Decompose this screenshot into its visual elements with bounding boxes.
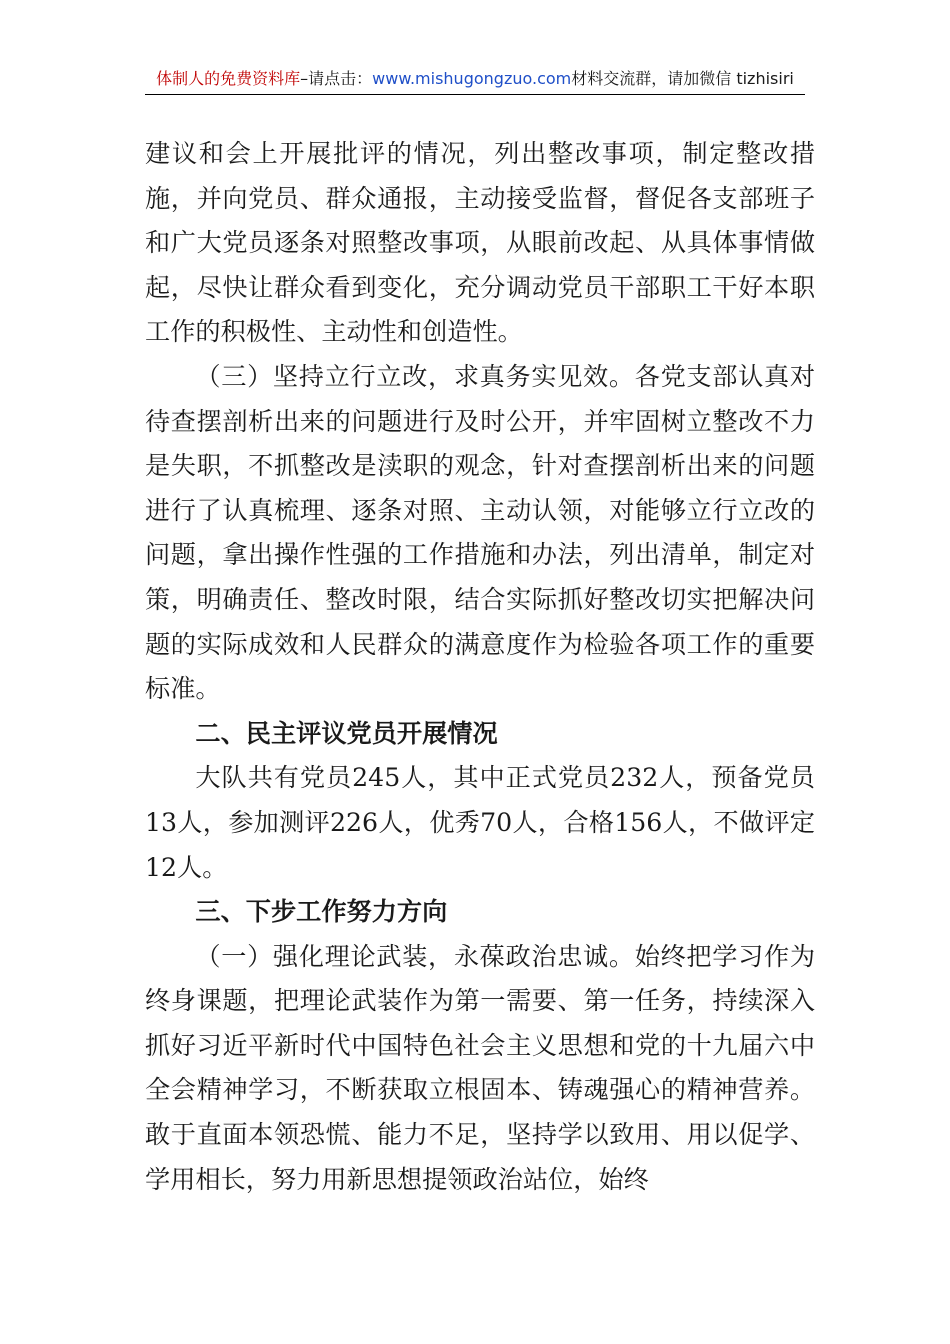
header-brand: 体制人的免费资料库 [156,69,301,88]
header-contact: 材料交流群，请加微信 tizhisiri [571,69,794,88]
paragraph-section-1-3: （三）坚持立行立改，求真务实见效。各党支部认真对待查摆剖析出来的问题进行及时公开，并牢固树立整改不力是失职，不抓整改是渎职的观念，针对查摆剖析出来的问题进行了认真梳理、逐条对照、主动认领，对能够立行立改的问题，拿出操作性强的工作措施和办法，列出清单，制定对策，明确责任、整改时限，结合实际抓好整改切实把解决问题的实际成效和人民群众的满意度作为检验各项工作的重要标准。 [145,361,815,704]
page-header [145,64,805,95]
header-url-link[interactable]: www.mishugongzuo.com [372,69,572,88]
header-prompt: –请点击： [300,69,373,88]
paragraph-rectification-continued: 建议和会上开展批评的情况，列出整改事项，制定整改措施，并向党员、群众通报，主动接受监督，督促各支部班子和广大党员逐条对照整改事项，从眼前改起、从具体事情做起，尽快让群众看到变化，充分调动党员干部职工干好本职工作的积极性、主动性和创造性。 [145,139,815,347]
heading-section-3: 三、下步工作努力方向 [195,897,448,927]
heading-section-2: 二、民主评议党员开展情况 [195,718,498,748]
paragraph-section-3-1: （一）强化理论武装，永葆政治忠诚。始终把学习作为终身课题，把理论武装作为第一需要、第一任务，持续深入抓好习近平新时代中国特色社会主义思想和党的十九届六中全会精神学习，不断获取立根固本、铸魂强心的精神营养。敢于直面本领恐慌、能力不足，坚持学以致用、用以促学、学用相长，努力用新思想提领政治站位，始终 [145,941,815,1194]
document-body [145,132,815,1202]
paragraph-party-member-stats: 大队共有党员245人，其中正式党员232人，预备党员13人，参加测评226人，优秀70人，合格156人，不做评定12人。 [145,763,815,882]
